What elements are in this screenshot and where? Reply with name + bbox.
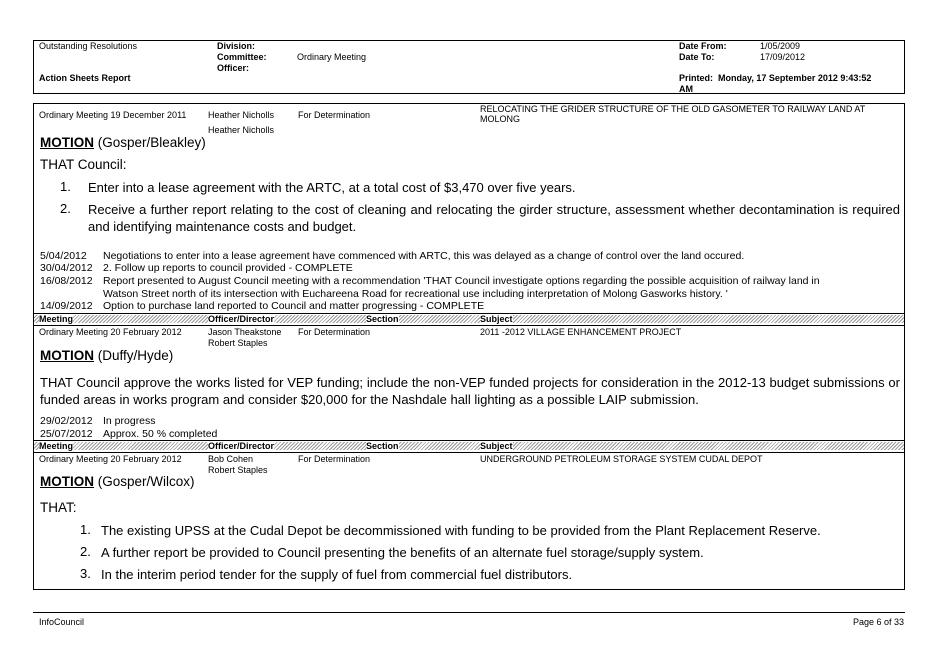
motion-movers: (Gosper/Wilcox) — [94, 474, 195, 489]
record2-subject: 2011 -2012 VILLAGE ENHANCEMENT PROJECT — [480, 327, 682, 337]
footer-app-name: InfoCouncil — [39, 617, 85, 627]
row-divider — [33, 325, 905, 326]
record1-progress-text-1: Negotiations to enter into a lease agreement have commenced with ARTC, this was delayed as a change of control over the land occured. — [103, 250, 745, 262]
record2-motion — [40, 348, 173, 363]
record2-body: THAT Council approve the works listed for VEP funding; include the non-VEP funded projects for consideration in the 2012-13 budget submissions or funded areas in works program and consider $20,000 for the Nashdale hall lighting as a possible LAIP submission. — [40, 375, 900, 407]
col-officer: Officer/Director — [208, 441, 275, 451]
committee-value: Ordinary Meeting — [297, 52, 367, 62]
record1-progress-text-5: Option to purchase land reported to Council and matter progressing - COMPLETE — [103, 300, 485, 312]
officer-label: Officer: — [217, 63, 250, 73]
footer-rule — [33, 612, 905, 613]
motion-label: MOTION — [40, 348, 94, 363]
motion-label: MOTION — [40, 474, 94, 489]
motion-movers: (Duffy/Hyde) — [94, 348, 174, 363]
record1-subject: RELOCATING THE GRIDER STRUCTURE OF THE OLD GASOMETER TO RAILWAY LAND AT — [480, 104, 866, 114]
date-from-label: Date From: — [679, 41, 727, 51]
date-to-label: Date To: — [679, 52, 715, 62]
printed-value: Monday, 17 September 2012 9:43:52 — [718, 73, 872, 83]
record3-director: Robert Staples — [208, 465, 268, 475]
record1-subject-cont: MOLONG — [480, 114, 521, 124]
record1-item2-text: Receive a further report relating to the cost of cleaning and relocating the girder structure, assessment whether decontamination is required and identifying maintenance costs and budget. — [88, 202, 900, 234]
row-divider — [33, 440, 905, 441]
record2-meeting: Ordinary Meeting 20 February 2012 — [39, 327, 182, 337]
record1-progress-date-2: 30/04/2012 — [40, 262, 93, 274]
record3-section: For Determination — [298, 454, 371, 464]
committee-label: Committee: — [217, 52, 267, 62]
report-group: Outstanding Resolutions — [39, 41, 138, 51]
col-subject: Subject — [480, 314, 513, 324]
motion-label: MOTION — [40, 135, 94, 150]
record3-item3-text: In the interim period tender for the supply of fuel from commercial fuel distributors. — [101, 567, 573, 582]
record1-progress-text-3: Report presented to August Council meeting with a recommendation 'THAT Council investigate options regarding the possible acquisition of railway land in — [103, 275, 820, 287]
action-sheets-table — [33, 103, 905, 590]
record1-meeting: Ordinary Meeting 19 December 2011 — [39, 110, 187, 120]
record1-progress-text-2: 2. Follow up reports to council provided - COMPLETE — [103, 262, 353, 274]
record3-item3-num: 3. — [80, 566, 91, 581]
record1-section: For Determination — [298, 110, 371, 120]
motion-movers: (Gosper/Bleakley) — [94, 135, 206, 150]
printed-value-cont: AM — [679, 84, 693, 94]
date-to-value: 17/09/2012 — [760, 52, 806, 62]
record3-subject: UNDERGROUND PETROLEUM STORAGE SYSTEM CUDAL DEPOT — [480, 454, 763, 464]
record1-progress-text-4: Watson Street north of its intersection with Euchareena Road for recreational use including interpretation of Molong Gasworks history. ' — [103, 288, 728, 300]
record1-motion — [40, 135, 206, 150]
row-divider — [33, 313, 905, 314]
record3-intro: THAT: — [40, 500, 77, 515]
row-divider — [33, 452, 905, 453]
col-section: Section — [366, 314, 399, 324]
report-name: Action Sheets Report — [39, 73, 131, 83]
record3-meeting: Ordinary Meeting 20 February 2012 — [39, 454, 182, 464]
col-meeting: Meeting — [39, 441, 74, 451]
record1-director: Heather Nicholls — [208, 125, 275, 135]
record1-progress-date-1: 5/04/2012 — [40, 250, 87, 262]
record2-progress-text-2: Approx. 50 % completed — [103, 428, 218, 440]
col-subject: Subject — [480, 441, 513, 451]
col-officer: Officer/Director — [208, 314, 275, 324]
record1-intro: THAT Council: — [40, 157, 127, 172]
record1-progress-date-3: 16/08/2012 — [40, 275, 93, 287]
record2-section: For Determination — [298, 327, 371, 337]
record3-item1-text: The existing UPSS at the Cudal Depot be decommissioned with funding to be provided from the Plant Replacement Reserve. — [101, 523, 821, 538]
record1-item1-num: 1. — [60, 179, 71, 194]
record3-item2-text: A further report be provided to Council presenting the benefits of an alternate fuel storage/supply system. — [101, 545, 704, 560]
record1-progress-date-5: 14/09/2012 — [40, 300, 93, 312]
record1-item2-num: 2. — [60, 201, 71, 216]
date-from-value: 1/05/2009 — [760, 41, 801, 51]
record1-item1-text: Enter into a lease agreement with the ARTC, at a total cost of $3,470 over five years. — [88, 180, 576, 195]
column-header-bar — [34, 315, 904, 323]
printed-label: Printed: — [679, 73, 714, 83]
record3-item1-num: 1. — [80, 522, 91, 537]
column-header-bar — [34, 442, 904, 450]
record3-officer: Bob Cohen — [208, 454, 254, 464]
record2-progress-date-1: 29/02/2012 — [40, 415, 93, 427]
record1-officer: Heather Nicholls — [208, 110, 275, 120]
record2-progress-date-2: 25/07/2012 — [40, 428, 93, 440]
record3-item2-num: 2. — [80, 544, 91, 559]
record2-progress-text-1: In progress — [103, 415, 156, 427]
record2-officer: Jason Theakstone — [208, 327, 282, 337]
page-number: Page 6 of 33 — [852, 617, 904, 627]
division-label: Division: — [217, 41, 256, 51]
col-meeting: Meeting — [39, 314, 74, 324]
record3-motion — [40, 474, 195, 489]
record2-director: Robert Staples — [208, 338, 268, 348]
col-section: Section — [366, 441, 399, 451]
